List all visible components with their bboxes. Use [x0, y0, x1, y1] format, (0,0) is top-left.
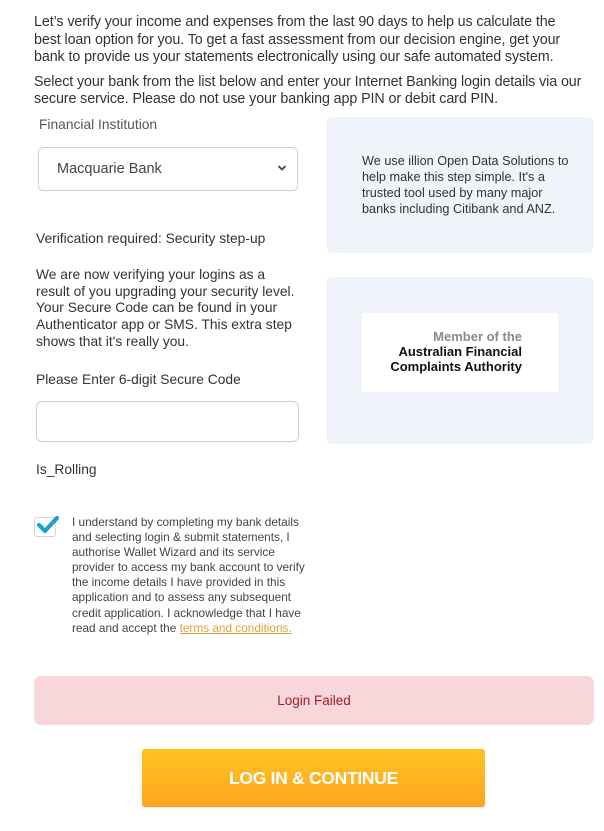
intro-text [34, 14, 582, 116]
financial-institution-label: Financial Institution [39, 117, 158, 132]
log-in-continue-button[interactable]: LOG IN & CONTINUE [142, 749, 485, 807]
afca-logo-line-3: Complaints Authority [390, 359, 522, 374]
consent-body: I understand by completing my bank details and selecting login & submit statements, I authorise Wallet Wizard and its service provider to access my bank account to verify the income details I have provided in this application and to assess any subsequent credit application. I acknowledge that I have read and accept the [72, 515, 305, 635]
financial-institution-select[interactable] [38, 147, 298, 191]
secure-code-label: Please Enter 6-digit Secure Code [36, 372, 241, 387]
chevron-down-icon [277, 163, 287, 173]
consent-checkbox[interactable] [34, 517, 56, 537]
afca-logo-line-2: Australian Financial [398, 344, 522, 359]
afca-logo-line-1: Member of the [433, 329, 522, 344]
selected-institution: Macquarie Bank [57, 161, 162, 177]
intro-paragraph-2: Select your bank from the list below and enter your Internet Banking login details via our secure service. Please do not use your banking app PIN or debit card PIN. [34, 73, 582, 107]
terms-and-conditions-link[interactable]: terms and conditions. [179, 620, 292, 635]
afca-panel [326, 277, 594, 444]
illion-info-text: We use illion Open Data Solutions to help make this step simple. It's a trusted tool used by many major banks including Citibank and ANZ. [362, 154, 569, 216]
is-rolling-label: Is_Rolling [36, 462, 97, 477]
checkmark-icon [36, 514, 60, 536]
secure-code-input[interactable] [36, 401, 299, 442]
error-message: Login Failed [277, 693, 351, 708]
consent-text [72, 515, 307, 636]
verification-description: We are now verifying your logins as a result of you upgrading your security level. Your Secure Code can be found in your Authenticator app or SMS. This extra step shows that it's really you. [36, 267, 295, 349]
intro-paragraph-1: Let’s verify your income and expenses from the last 90 days to help us calculate the best loan option for you. To get a fast assessment from our decision engine, get your bank to provide us your statements electronically using our safe automated system. [34, 14, 561, 65]
illion-info-panel [326, 117, 594, 253]
verification-required-text: Verification required: Security step-up [36, 231, 266, 246]
login-failed-alert [34, 676, 594, 725]
afca-logo [362, 313, 558, 392]
